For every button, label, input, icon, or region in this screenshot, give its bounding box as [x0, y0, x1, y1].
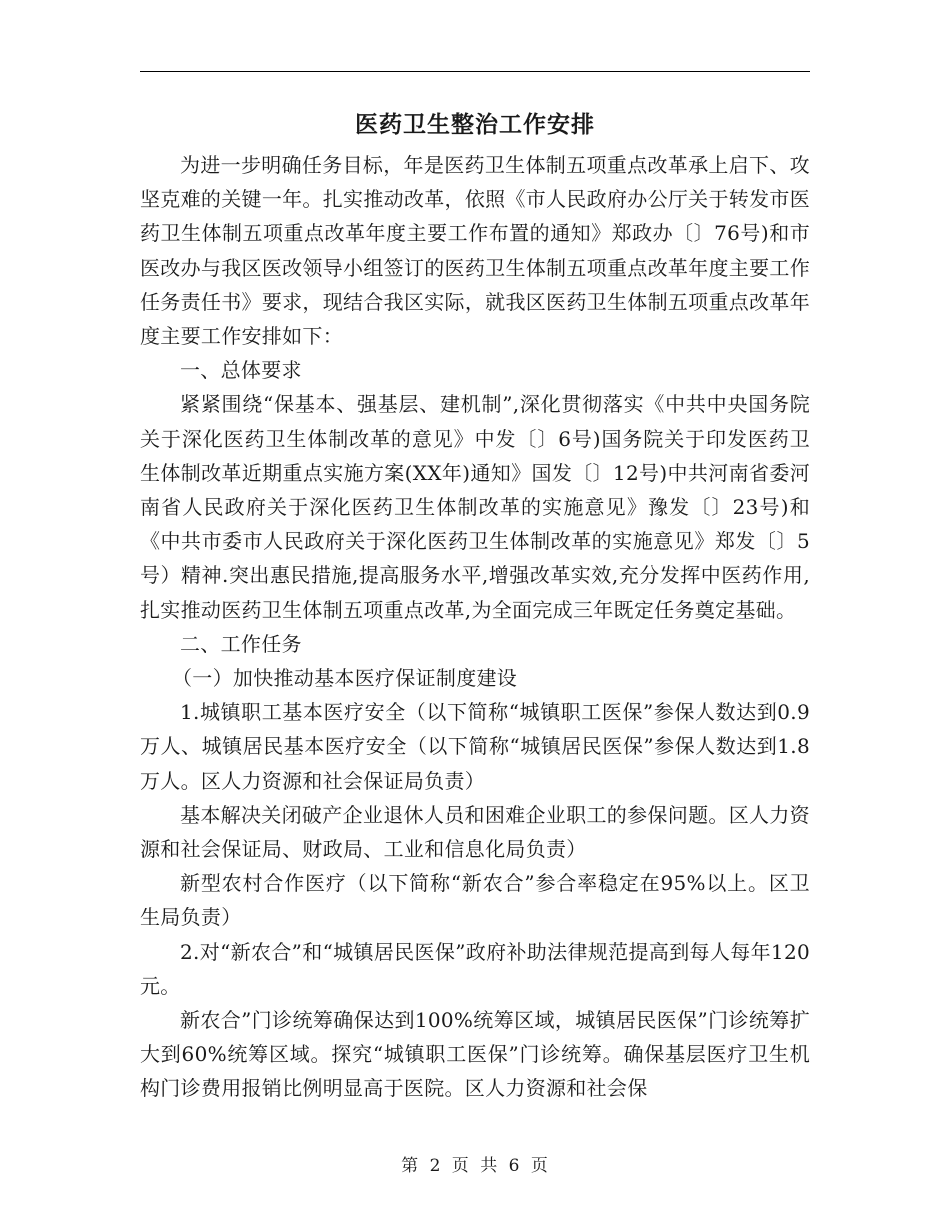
general-requirements-paragraph: 紧紧围绕“保基本、强基层、建机制”,深化贯彻落实《中共中央国务院关于深化医药卫生体制改革的意见》中发〔〕6号)国务院关于印发医药卫生体制改革近期重点实施方案(XX年)通知》国发〔〕12号)中共河南省委河南省人民政府关于深化医药卫生体制改革的实施意见》豫发〔〕23号)和《中共市委市人民政府关于深化医药卫生体制改革的实施意见》郑发〔〕5号）精神.突出惠民措施,提高服务水平,增强改革实效,充分发挥中医药作用,扎实推动医药卫生体制五项重点改革,为全面完成三年既定任务奠定基础。: [140, 392, 810, 622]
task-paragraph-2: 基本解决关闭破产企业退休人员和困难企业职工的参保问题。区人力资源和社会保证局、财政局、工业和信息化局负责）: [140, 802, 810, 862]
section-heading-work-tasks: 二、工作任务: [180, 631, 302, 656]
task-paragraph-1: 1.城镇职工基本医疗安全（以下简称“城镇职工医保”参保人数达到0.9万人、城镇居民基本医疗安全（以下简称“城镇居民医保”参保人数达到1.8万人。区人力资源和社会保证局负责）: [140, 700, 810, 793]
header-rule: [140, 71, 810, 72]
intro-paragraph: 为进一步明确任务目标，年是医药卫生体制五项重点改革承上启下、攻坚克难的关键一年。扎实推动改革，依照《市人民政府办公厅关于转发市医药卫生体制五项重点改革年度主要工作布置的通知》郑政办〔〕76号)和市医改办与我区医改领导小组签订的医药卫生体制五项重点改革年度主要工作任务责任书》要求，现结合我区实际，就我区医药卫生体制五项重点改革年度主要工作安排如下：: [140, 153, 810, 349]
subsection-heading-medical-insurance: （一）加快推动基本医疗保证制度建设: [172, 666, 518, 691]
page-footer: 第 2 页 共 6 页: [401, 1156, 549, 1176]
task-paragraph-5: 新农合”门诊统筹确保达到100%统筹区域，城镇居民医保”门诊统筹扩大到60%统筹区域。探究“城镇职工医保”门诊统筹。确保基层医疗卫生机构门诊费用报销比例明显高于医院。区人力资源和社会保: [140, 1008, 810, 1101]
section-heading-general-requirements: 一、总体要求: [180, 358, 302, 383]
task-paragraph-4: 2.对“新农合”和“城镇居民医保”政府补助法律规范提高到每人每年120元。: [140, 939, 810, 998]
task-paragraph-3: 新型农村合作医疗（以下简称“新农合”参合率稳定在95%以上。区卫生局负责）: [140, 871, 810, 930]
document-body: [140, 148, 810, 1106]
document-title: 医药卫生整治工作安排: [355, 111, 595, 138]
